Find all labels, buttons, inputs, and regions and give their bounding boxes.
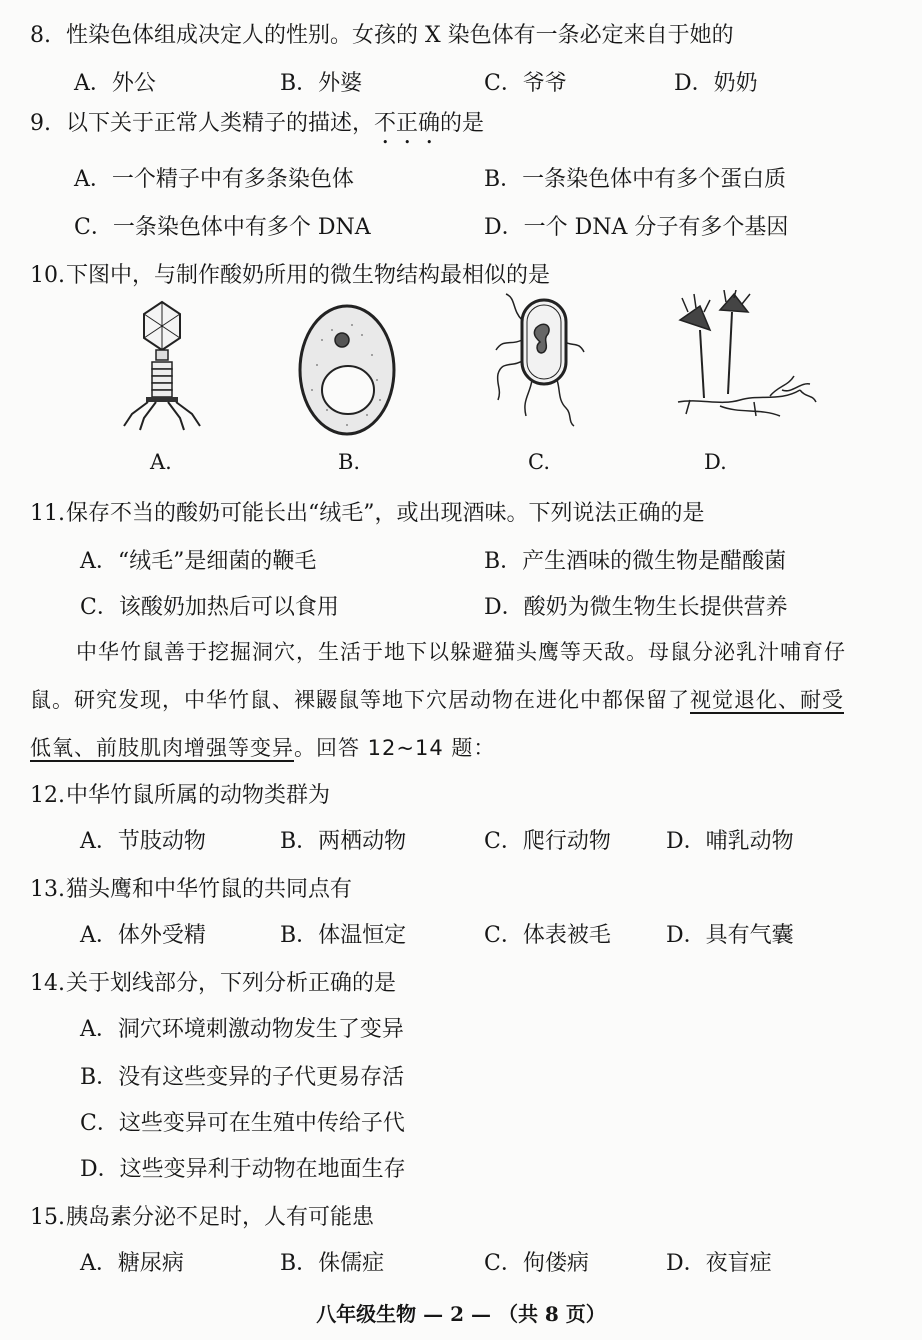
question-number: 11. bbox=[30, 501, 65, 526]
option-d[interactable]: D．酸奶为微生物生长提供营养 bbox=[484, 595, 788, 620]
question-8 bbox=[30, 18, 734, 49]
question-15 bbox=[30, 1200, 374, 1231]
question-number: 10. bbox=[30, 263, 65, 288]
option-c[interactable]: C．爷爷 bbox=[484, 71, 567, 96]
figure-label-b: B. bbox=[338, 450, 361, 474]
figure-label-c: C. bbox=[528, 450, 550, 474]
option-b[interactable]: B．产生酒味的微生物是醋酸菌 bbox=[484, 549, 787, 574]
option-d[interactable]: D．夜盲症 bbox=[666, 1251, 772, 1276]
question-stem: 性染色体组成决定人的性别。女孩的 X 染色体有一条必定来自于她的 bbox=[66, 23, 734, 48]
option-a[interactable]: A．体外受精 bbox=[80, 923, 206, 948]
passage-text: 鼠。研究发现，中华竹鼠、裸鼹鼠等地下穴居动物在进化中都保留了 bbox=[30, 688, 690, 712]
question-10 bbox=[30, 258, 550, 289]
question-12 bbox=[30, 778, 330, 809]
option-b[interactable]: B．外婆 bbox=[280, 71, 363, 96]
option-a[interactable]: A．“绒毛”是细菌的鞭毛 bbox=[80, 549, 317, 574]
option-d[interactable]: D．具有气囊 bbox=[666, 923, 794, 948]
virus-figure[interactable] bbox=[112, 296, 212, 436]
question-13 bbox=[30, 872, 352, 903]
question-number: 12. bbox=[30, 783, 65, 808]
yeast-cell-figure[interactable] bbox=[292, 300, 402, 440]
option-a[interactable]: A．外公 bbox=[74, 71, 156, 96]
option-c[interactable]: C．这些变异可在生殖中传给子代 bbox=[80, 1111, 405, 1136]
option-c[interactable]: C．一条染色体中有多个 DNA bbox=[74, 215, 371, 240]
option-b[interactable]: B．两栖动物 bbox=[280, 829, 407, 854]
passage-text: 。回答 12~14 题： bbox=[294, 736, 496, 760]
emphasized-text: 不正确 bbox=[374, 111, 441, 136]
option-a[interactable]: A．糖尿病 bbox=[80, 1251, 184, 1276]
question-stem: 下图中，与制作酸奶所用的微生物结构最相似的是 bbox=[66, 263, 551, 288]
question-number: 9. bbox=[30, 111, 51, 136]
question-number: 14. bbox=[30, 971, 65, 996]
page-footer: 八年级生物 — 2 — （共 8 页） bbox=[316, 1302, 606, 1326]
option-c[interactable]: C．佝偻病 bbox=[484, 1251, 589, 1276]
figure-label-d: D. bbox=[704, 450, 727, 474]
question-stem: 保存不当的酸奶可能长出“绒毛”，或出现酒味。下列说法正确的是 bbox=[66, 501, 705, 526]
bacterium-figure[interactable] bbox=[492, 290, 592, 430]
question-number: 8. bbox=[30, 23, 51, 48]
option-d[interactable]: D．奶奶 bbox=[674, 71, 758, 96]
underlined-text: 视觉退化、耐受 bbox=[690, 688, 844, 712]
option-c[interactable]: C．体表被毛 bbox=[484, 923, 611, 948]
passage-line-3 bbox=[30, 732, 880, 762]
option-b[interactable]: B．没有这些变异的子代更易存活 bbox=[80, 1065, 405, 1090]
question-stem: 关于划线部分，下列分析正确的是 bbox=[66, 971, 397, 996]
underlined-text: 低氧、前肢肌肉增强等变异 bbox=[30, 736, 294, 760]
option-d[interactable]: D．这些变异利于动物在地面生存 bbox=[80, 1157, 406, 1182]
option-b[interactable]: B．侏儒症 bbox=[280, 1251, 385, 1276]
passage-line-1: 中华竹鼠善于挖掘洞穴，生活于地下以躲避猫头鹰等天敌。母鼠分泌乳汁哺育仔 bbox=[76, 640, 846, 664]
question-stem: 猫头鹰和中华竹鼠的共同点有 bbox=[66, 877, 353, 902]
question-number: 13. bbox=[30, 877, 65, 902]
question-11 bbox=[30, 496, 705, 527]
option-c[interactable]: C．该酸奶加热后可以食用 bbox=[80, 595, 339, 620]
question-stem: 胰岛素分泌不足时，人有可能患 bbox=[66, 1205, 375, 1230]
option-a[interactable]: A．一个精子中有多条染色体 bbox=[74, 167, 354, 192]
option-a[interactable]: A．洞穴环境刺激动物发生了变异 bbox=[80, 1017, 404, 1042]
question-stem-part: 以下关于正常人类精子的描述， bbox=[66, 111, 375, 136]
option-b[interactable]: B．体温恒定 bbox=[280, 923, 407, 948]
option-c[interactable]: C．爬行动物 bbox=[484, 829, 611, 854]
option-d[interactable]: D．哺乳动物 bbox=[666, 829, 794, 854]
question-14 bbox=[30, 966, 396, 997]
passage-line-2 bbox=[30, 684, 880, 714]
question-9 bbox=[30, 106, 484, 149]
figure-label-a: A. bbox=[150, 450, 172, 474]
option-b[interactable]: B．一条染色体中有多个蛋白质 bbox=[484, 167, 787, 192]
option-a[interactable]: A．节肢动物 bbox=[80, 829, 206, 854]
question-stem-part: 的是 bbox=[440, 111, 485, 136]
question-number: 15. bbox=[30, 1205, 65, 1230]
question-stem: 中华竹鼠所属的动物类群为 bbox=[66, 783, 331, 808]
option-d[interactable]: D．一个 DNA 分子有多个基因 bbox=[484, 215, 789, 240]
mold-figure[interactable] bbox=[670, 290, 820, 430]
